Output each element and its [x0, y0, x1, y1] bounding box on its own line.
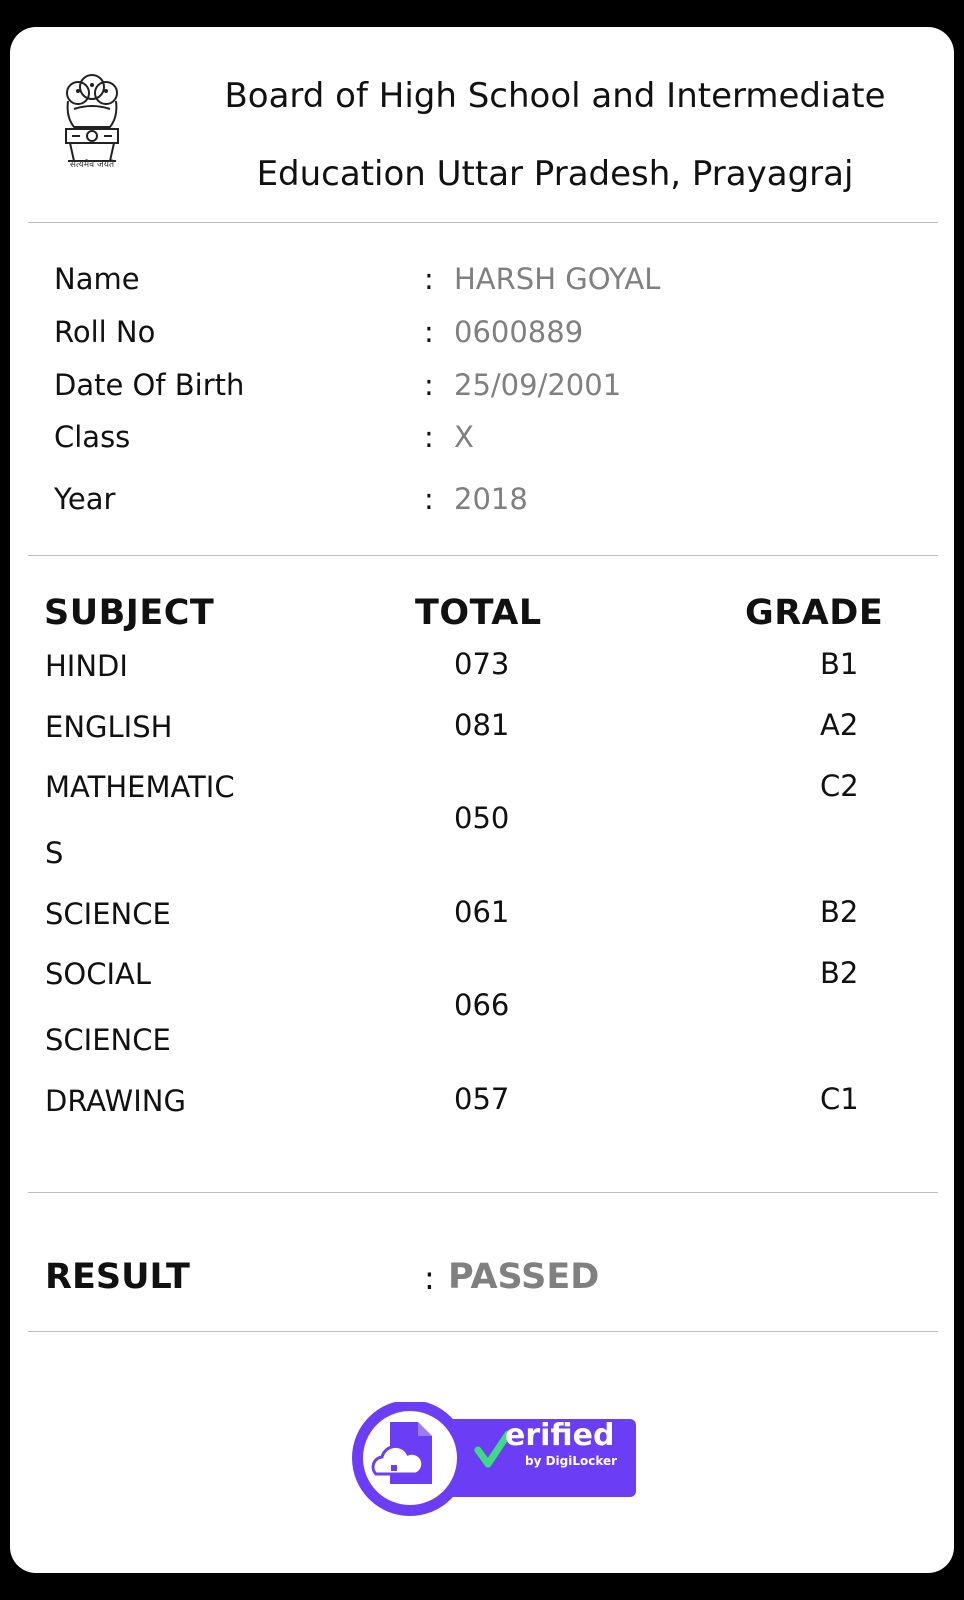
badge-verified-text: erified	[505, 1418, 615, 1453]
dob-row	[54, 368, 934, 408]
total-cell: 057	[454, 1082, 510, 1116]
class-label: Class	[54, 420, 131, 454]
separator: :	[424, 1259, 435, 1297]
subject-line: MATHEMATIC	[45, 770, 235, 804]
subject-cell: SCIENCE	[45, 897, 171, 931]
subject-cell	[45, 754, 305, 886]
subject-line: SOCIAL	[45, 957, 152, 991]
total-cell: 050	[454, 801, 510, 835]
grade-cell: B2	[820, 895, 859, 929]
year-value: 2018	[454, 482, 528, 516]
badge-text	[475, 1420, 625, 1468]
subject-line: SCIENCE	[45, 1023, 171, 1057]
total-cell: 081	[454, 708, 510, 742]
board-title-line-1: Board of High School and Intermediate	[224, 76, 886, 116]
total-cell: 061	[454, 895, 510, 929]
roll-row	[54, 315, 934, 355]
class-row	[54, 420, 934, 460]
subject-cell	[45, 941, 305, 1073]
board-title-line-2: Education Uttar Pradesh, Prayagraj	[256, 154, 854, 194]
year-label: Year	[54, 482, 116, 516]
roll-label: Roll No	[54, 315, 156, 349]
divider	[28, 555, 938, 556]
separator: :	[424, 482, 434, 516]
subject-header: SUBJECT	[44, 593, 215, 633]
name-label: Name	[54, 262, 140, 296]
name-value: HARSH GOYAL	[454, 262, 661, 296]
grade-cell: A2	[820, 708, 859, 742]
divider	[28, 222, 938, 223]
divider	[28, 1192, 938, 1193]
digilocker-verified-badge[interactable]	[350, 1402, 640, 1522]
dob-label: Date Of Birth	[54, 368, 245, 402]
result-value: PASSED	[448, 1257, 600, 1297]
class-value: X	[454, 420, 474, 454]
grade-header: GRADE	[745, 593, 884, 633]
name-row	[54, 262, 934, 302]
board-title	[165, 57, 945, 213]
total-cell: 073	[454, 647, 510, 681]
subject-cell: ENGLISH	[45, 710, 173, 744]
separator: :	[424, 420, 434, 454]
divider	[28, 1331, 938, 1332]
subject-cell: HINDI	[45, 649, 128, 683]
total-cell: 066	[454, 988, 510, 1022]
total-header: TOTAL	[415, 593, 542, 633]
roll-value: 0600889	[454, 315, 584, 349]
subject-cell: DRAWING	[45, 1084, 186, 1118]
emblem-motto: सत्यमेव जयते	[69, 160, 115, 170]
grade-cell: B1	[820, 647, 859, 681]
subject-line: S	[45, 836, 64, 870]
year-row	[54, 482, 934, 522]
grade-cell: C2	[820, 769, 859, 803]
separator: :	[424, 315, 434, 349]
dob-value: 25/09/2001	[454, 368, 622, 402]
badge-sub-text: by DigiLocker	[525, 1454, 618, 1468]
grade-cell: B2	[820, 956, 859, 990]
national-emblem-icon	[52, 57, 132, 203]
separator: :	[424, 262, 434, 296]
marksheet-card	[10, 27, 954, 1573]
separator: :	[424, 368, 434, 402]
result-label: RESULT	[45, 1257, 190, 1297]
grade-cell: C1	[820, 1082, 859, 1116]
